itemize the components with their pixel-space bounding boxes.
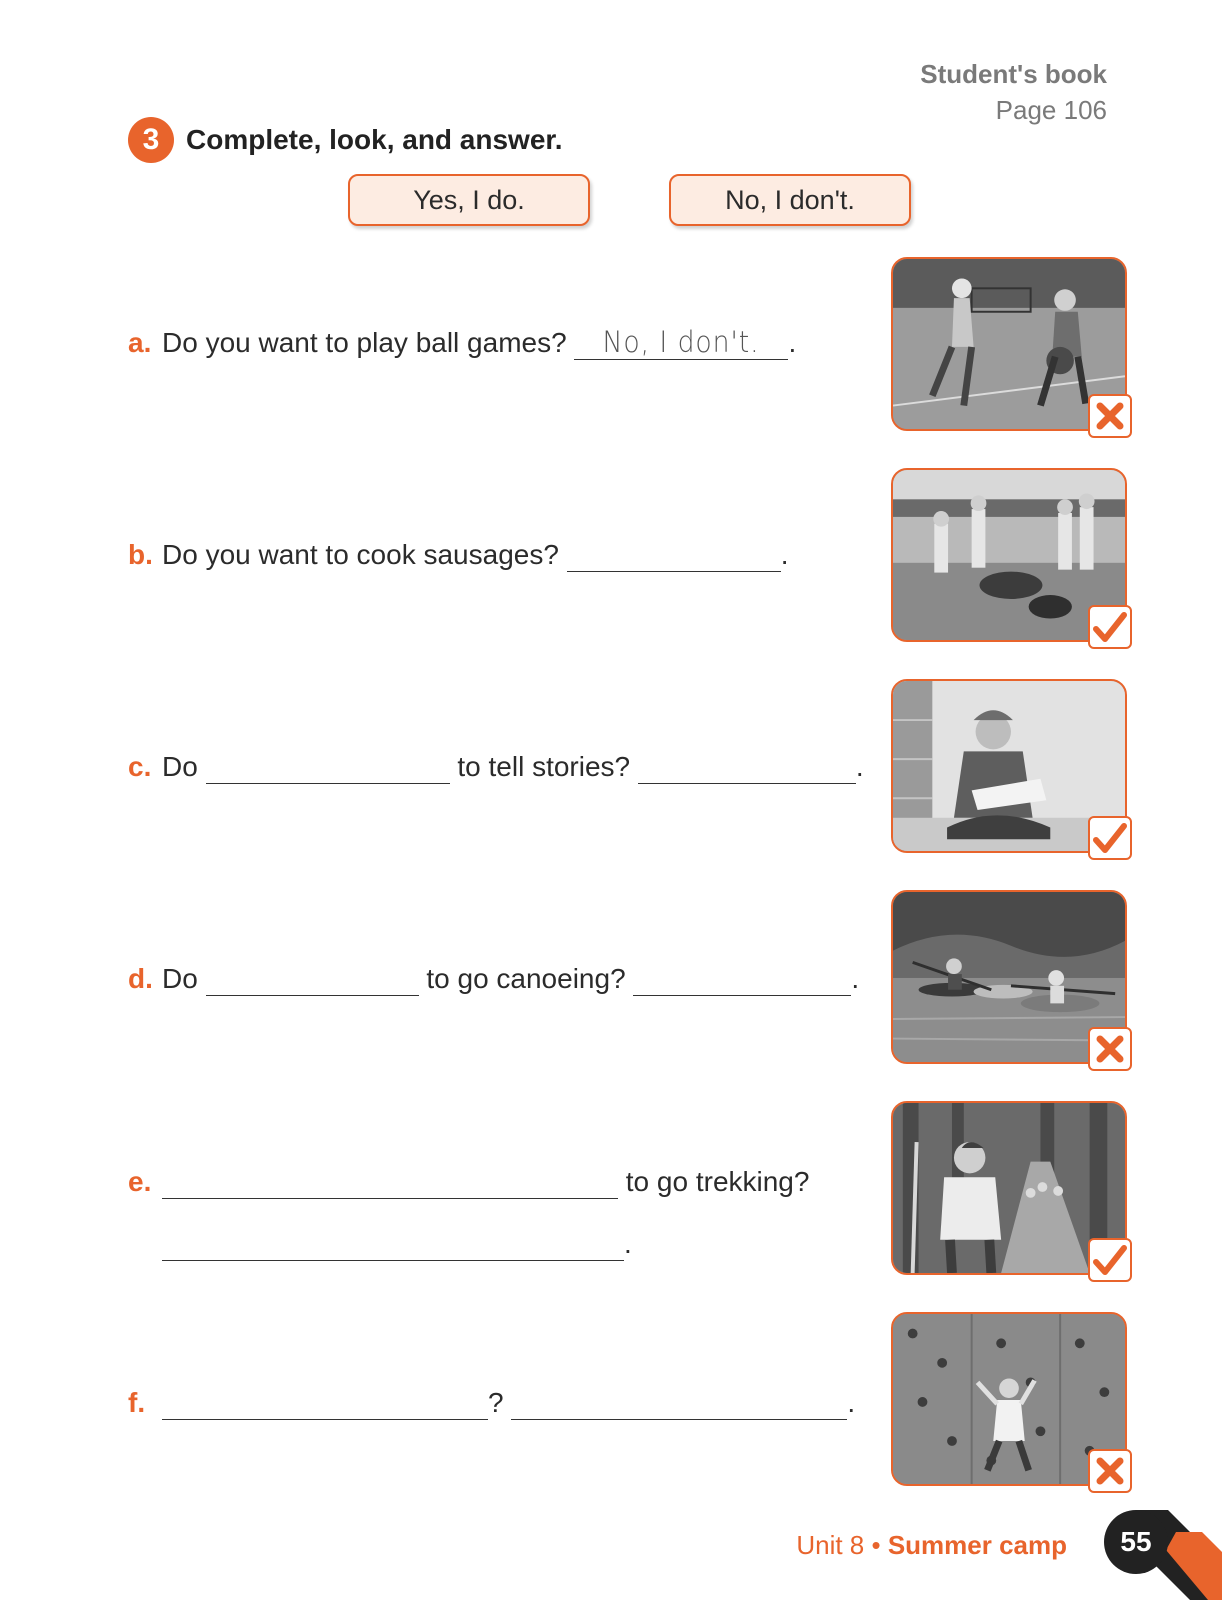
question-text-end: to tell stories? — [457, 751, 631, 782]
question-letter: c. — [128, 751, 152, 782]
question-end: . — [855, 751, 864, 782]
question-letter: d. — [128, 963, 153, 994]
book-reference — [920, 56, 1107, 128]
cross-icon — [1088, 1449, 1132, 1493]
question-blank[interactable] — [162, 1389, 488, 1420]
question-text-end: to go canoeing? — [426, 963, 626, 994]
exercise-heading — [128, 117, 563, 163]
question-b — [128, 538, 788, 572]
question-f — [128, 1386, 855, 1420]
question-end: . — [624, 1228, 632, 1259]
answer-blank[interactable] — [574, 325, 788, 360]
answer-blank[interactable] — [567, 541, 781, 572]
question-text-start: Do — [162, 751, 198, 782]
unit-label: Unit 8 • — [796, 1530, 881, 1560]
unit-title: Summer camp — [887, 1530, 1067, 1560]
answer-option-yes: Yes, I do. — [348, 174, 590, 226]
question-e — [128, 1165, 809, 1199]
question-blank[interactable] — [206, 965, 419, 996]
question-a — [128, 326, 796, 360]
unit-footer — [796, 1530, 1067, 1561]
question-text: Do you want to play ball games? — [162, 327, 567, 358]
answer-blank[interactable] — [162, 1230, 624, 1261]
question-mark: ? — [488, 1387, 504, 1418]
cross-icon — [1088, 394, 1132, 438]
question-text-start: Do — [162, 963, 198, 994]
question-end: . — [847, 1387, 856, 1418]
question-end: . — [780, 539, 789, 570]
exercise-instruction: Complete, look, and answer. — [186, 124, 563, 155]
question-end: . — [788, 327, 797, 358]
check-icon — [1088, 816, 1132, 860]
page-number: 55 — [1104, 1510, 1168, 1574]
question-blank[interactable] — [162, 1168, 618, 1199]
question-letter: a. — [128, 327, 152, 358]
question-letter: b. — [128, 539, 153, 570]
question-d — [128, 962, 859, 996]
question-text: Do you want to cook sausages? — [162, 539, 559, 570]
check-icon — [1088, 1238, 1132, 1282]
question-letter: e. — [128, 1166, 152, 1197]
book-page: Page 106 — [995, 95, 1107, 125]
answer-blank[interactable] — [638, 753, 856, 784]
answer-blank[interactable] — [511, 1389, 847, 1420]
question-text-end: to go trekking? — [625, 1166, 810, 1197]
exercise-number: 3 — [128, 117, 174, 163]
page-number-tab — [1104, 1510, 1222, 1600]
question-letter: f. — [128, 1387, 146, 1418]
question-blank[interactable] — [206, 753, 450, 784]
answer-blank[interactable] — [633, 965, 851, 996]
question-c — [128, 750, 864, 784]
cross-icon — [1088, 1027, 1132, 1071]
book-name: Student's book — [920, 59, 1107, 89]
handwritten-answer: No, I don't. — [602, 325, 761, 359]
answer-option-no: No, I don't. — [669, 174, 911, 226]
question-e-answer-line — [162, 1227, 632, 1261]
check-icon — [1088, 605, 1132, 649]
question-end: . — [851, 963, 860, 994]
